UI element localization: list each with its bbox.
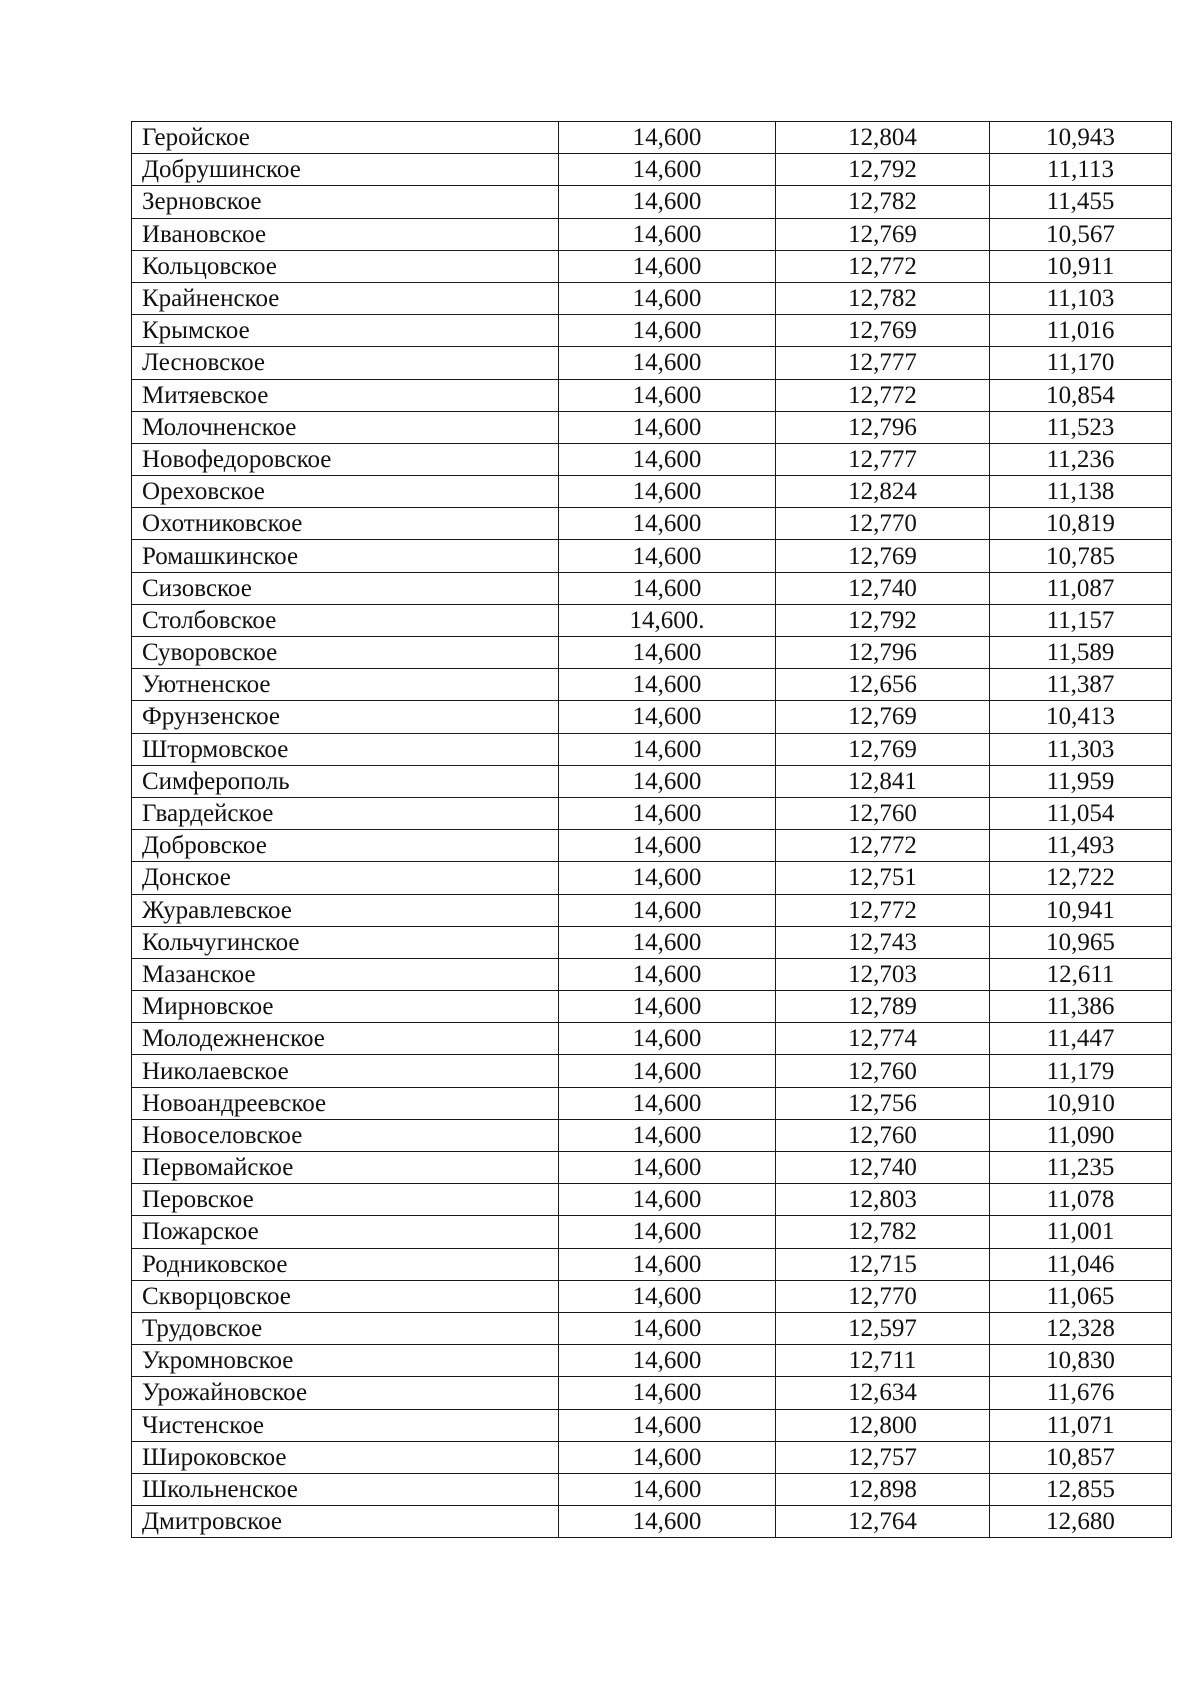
value-col-3-cell: 11,179: [990, 1055, 1172, 1087]
value-col-3-cell: 11,046: [990, 1248, 1172, 1280]
value-col-1-cell: 14,600: [559, 282, 776, 314]
value-col-2-cell: 12,760: [776, 1119, 990, 1151]
value-col-2-cell: 12,792: [776, 604, 990, 636]
value-col-1-cell: 14,600: [559, 862, 776, 894]
value-col-1-cell: 14,600: [559, 1023, 776, 1055]
settlement-name-cell: Митяевское: [132, 379, 559, 411]
value-col-1-cell: 14,600: [559, 1087, 776, 1119]
value-col-2-cell: 12,740: [776, 572, 990, 604]
value-col-3-cell: 12,722: [990, 862, 1172, 894]
value-col-3-cell: 12,328: [990, 1312, 1172, 1344]
value-col-3-cell: 10,910: [990, 1087, 1172, 1119]
settlement-name-cell: Кольчугинское: [132, 926, 559, 958]
value-col-1-cell: 14,600.: [559, 604, 776, 636]
settlement-name-cell: Кольцовское: [132, 250, 559, 282]
value-col-3-cell: 11,386: [990, 991, 1172, 1023]
settlement-name-cell: Ромашкинское: [132, 540, 559, 572]
settlement-name-cell: Чистенское: [132, 1409, 559, 1441]
value-col-1-cell: 14,600: [559, 797, 776, 829]
value-col-3-cell: 11,387: [990, 669, 1172, 701]
value-col-1-cell: 14,600: [559, 154, 776, 186]
table-row: [132, 379, 1172, 411]
value-col-1-cell: 14,600: [559, 443, 776, 475]
value-col-3-cell: 11,087: [990, 572, 1172, 604]
value-col-3-cell: 10,854: [990, 379, 1172, 411]
value-col-1-cell: 14,600: [559, 1345, 776, 1377]
settlement-name-cell: Молодежненское: [132, 1023, 559, 1055]
value-col-3-cell: 11,078: [990, 1184, 1172, 1216]
table-row: [132, 1377, 1172, 1409]
value-col-1-cell: 14,600: [559, 926, 776, 958]
value-col-2-cell: 12,782: [776, 282, 990, 314]
value-col-1-cell: 14,600: [559, 1119, 776, 1151]
value-col-3-cell: 11,493: [990, 830, 1172, 862]
settlement-name-cell: Пожарское: [132, 1216, 559, 1248]
settlement-name-cell: Широковское: [132, 1441, 559, 1473]
table-row: [132, 604, 1172, 636]
value-col-1-cell: 14,600: [559, 1377, 776, 1409]
value-col-2-cell: 12,760: [776, 797, 990, 829]
table-row: [132, 186, 1172, 218]
settlement-name-cell: Первомайское: [132, 1152, 559, 1184]
value-col-2-cell: 12,656: [776, 669, 990, 701]
settlement-name-cell: Лесновское: [132, 347, 559, 379]
settlement-name-cell: Суворовское: [132, 637, 559, 669]
value-col-2-cell: 12,769: [776, 540, 990, 572]
value-col-1-cell: 14,600: [559, 218, 776, 250]
value-col-3-cell: 10,857: [990, 1441, 1172, 1473]
table-row: [132, 122, 1172, 154]
table-row: [132, 1216, 1172, 1248]
value-col-3-cell: 10,911: [990, 250, 1172, 282]
value-col-3-cell: 11,235: [990, 1152, 1172, 1184]
settlement-name-cell: Новоандреевское: [132, 1087, 559, 1119]
value-col-2-cell: 12,777: [776, 443, 990, 475]
value-col-2-cell: 12,769: [776, 733, 990, 765]
settlement-name-cell: Крымское: [132, 315, 559, 347]
value-col-2-cell: 12,751: [776, 862, 990, 894]
settlement-name-cell: Мазанское: [132, 958, 559, 990]
value-col-2-cell: 12,764: [776, 1506, 990, 1538]
table-row: [132, 701, 1172, 733]
table-row: [132, 669, 1172, 701]
value-col-2-cell: 12,769: [776, 218, 990, 250]
table-row: [132, 1345, 1172, 1377]
table-row: [132, 1506, 1172, 1538]
settlement-name-cell: Геройское: [132, 122, 559, 154]
value-col-3-cell: 10,819: [990, 508, 1172, 540]
settlement-name-cell: Симферополь: [132, 765, 559, 797]
value-col-3-cell: 11,071: [990, 1409, 1172, 1441]
value-col-2-cell: 12,774: [776, 1023, 990, 1055]
table-row: [132, 347, 1172, 379]
table-row: [132, 1312, 1172, 1344]
value-col-2-cell: 12,740: [776, 1152, 990, 1184]
settlement-name-cell: Новофедоровское: [132, 443, 559, 475]
value-col-1-cell: 14,600: [559, 1216, 776, 1248]
value-col-1-cell: 14,600: [559, 379, 776, 411]
value-col-2-cell: 12,769: [776, 701, 990, 733]
table-row: [132, 282, 1172, 314]
settlement-name-cell: Журавлевское: [132, 894, 559, 926]
value-col-3-cell: 11,523: [990, 411, 1172, 443]
value-col-3-cell: 11,455: [990, 186, 1172, 218]
table-row: [132, 1055, 1172, 1087]
value-col-3-cell: 11,447: [990, 1023, 1172, 1055]
settlement-name-cell: Новоселовское: [132, 1119, 559, 1151]
settlement-name-cell: Гвардейское: [132, 797, 559, 829]
settlement-name-cell: Мирновское: [132, 991, 559, 1023]
value-col-3-cell: 11,001: [990, 1216, 1172, 1248]
value-col-1-cell: 14,600: [559, 701, 776, 733]
value-col-2-cell: 12,782: [776, 1216, 990, 1248]
value-col-3-cell: 11,303: [990, 733, 1172, 765]
value-col-1-cell: 14,600: [559, 572, 776, 604]
settlement-name-cell: Молочненское: [132, 411, 559, 443]
value-col-3-cell: 10,941: [990, 894, 1172, 926]
table-row: [132, 765, 1172, 797]
value-col-1-cell: 14,600: [559, 476, 776, 508]
settlement-name-cell: Родниковское: [132, 1248, 559, 1280]
value-col-1-cell: 14,600: [559, 1152, 776, 1184]
value-col-1-cell: 14,600: [559, 1441, 776, 1473]
value-col-3-cell: 10,943: [990, 122, 1172, 154]
table-row: [132, 572, 1172, 604]
table-row: [132, 797, 1172, 829]
value-col-2-cell: 12,634: [776, 1377, 990, 1409]
table-row: [132, 250, 1172, 282]
settlement-name-cell: Уютненское: [132, 669, 559, 701]
settlement-name-cell: Скворцовское: [132, 1280, 559, 1312]
value-col-2-cell: 12,760: [776, 1055, 990, 1087]
value-col-1-cell: 14,600: [559, 186, 776, 218]
value-col-1-cell: 14,600: [559, 1409, 776, 1441]
table-row: [132, 1087, 1172, 1119]
value-col-1-cell: 14,600: [559, 830, 776, 862]
value-col-2-cell: 12,772: [776, 250, 990, 282]
settlement-name-cell: Школьненское: [132, 1473, 559, 1505]
table-row: [132, 1023, 1172, 1055]
value-col-2-cell: 12,796: [776, 411, 990, 443]
table-row: [132, 958, 1172, 990]
value-col-3-cell: 10,830: [990, 1345, 1172, 1377]
value-col-3-cell: 10,785: [990, 540, 1172, 572]
value-col-2-cell: 12,792: [776, 154, 990, 186]
value-col-3-cell: 11,103: [990, 282, 1172, 314]
settlement-name-cell: Охотниковское: [132, 508, 559, 540]
value-col-2-cell: 12,772: [776, 830, 990, 862]
table-row: [132, 154, 1172, 186]
value-col-1-cell: 14,600: [559, 1280, 776, 1312]
value-col-2-cell: 12,756: [776, 1087, 990, 1119]
value-col-1-cell: 14,600: [559, 508, 776, 540]
value-col-2-cell: 12,824: [776, 476, 990, 508]
value-col-2-cell: 12,757: [776, 1441, 990, 1473]
value-col-2-cell: 12,711: [776, 1345, 990, 1377]
value-col-2-cell: 12,803: [776, 1184, 990, 1216]
value-col-1-cell: 14,600: [559, 1248, 776, 1280]
settlement-name-cell: Урожайновское: [132, 1377, 559, 1409]
value-col-2-cell: 12,715: [776, 1248, 990, 1280]
settlement-name-cell: Перовское: [132, 1184, 559, 1216]
settlement-name-cell: Сизовское: [132, 572, 559, 604]
value-col-1-cell: 14,600: [559, 122, 776, 154]
settlement-name-cell: Николаевское: [132, 1055, 559, 1087]
value-col-3-cell: 11,016: [990, 315, 1172, 347]
value-col-1-cell: 14,600: [559, 991, 776, 1023]
value-col-2-cell: 12,703: [776, 958, 990, 990]
value-col-1-cell: 14,600: [559, 1184, 776, 1216]
settlement-name-cell: Ивановское: [132, 218, 559, 250]
value-col-3-cell: 11,138: [990, 476, 1172, 508]
value-col-3-cell: 11,113: [990, 154, 1172, 186]
value-col-1-cell: 14,600: [559, 250, 776, 282]
settlement-name-cell: Фрунзенское: [132, 701, 559, 733]
value-col-1-cell: 14,600: [559, 411, 776, 443]
settlement-name-cell: Добровское: [132, 830, 559, 862]
value-col-3-cell: 10,965: [990, 926, 1172, 958]
value-col-2-cell: 12,769: [776, 315, 990, 347]
value-col-1-cell: 14,600: [559, 669, 776, 701]
value-col-1-cell: 14,600: [559, 733, 776, 765]
table-row: [132, 733, 1172, 765]
table-row: [132, 1184, 1172, 1216]
settlement-name-cell: Ореховское: [132, 476, 559, 508]
table-row: [132, 637, 1172, 669]
value-col-2-cell: 12,800: [776, 1409, 990, 1441]
table-row: [132, 830, 1172, 862]
table-row: [132, 443, 1172, 475]
table-row: [132, 1119, 1172, 1151]
value-col-1-cell: 14,600: [559, 894, 776, 926]
value-col-3-cell: 11,157: [990, 604, 1172, 636]
value-col-3-cell: 11,959: [990, 765, 1172, 797]
settlement-name-cell: Укромновское: [132, 1345, 559, 1377]
table-row: [132, 1473, 1172, 1505]
value-col-3-cell: 11,065: [990, 1280, 1172, 1312]
value-col-2-cell: 12,777: [776, 347, 990, 379]
table-row: [132, 1280, 1172, 1312]
value-col-3-cell: 12,855: [990, 1473, 1172, 1505]
table-row: [132, 991, 1172, 1023]
value-col-2-cell: 12,770: [776, 1280, 990, 1312]
settlement-name-cell: Дмитровское: [132, 1506, 559, 1538]
value-col-2-cell: 12,743: [776, 926, 990, 958]
value-col-2-cell: 12,841: [776, 765, 990, 797]
value-col-3-cell: 11,589: [990, 637, 1172, 669]
table-row: [132, 1248, 1172, 1280]
value-col-3-cell: 10,567: [990, 218, 1172, 250]
table-row: [132, 540, 1172, 572]
table-row: [132, 218, 1172, 250]
value-col-3-cell: 10,413: [990, 701, 1172, 733]
value-col-1-cell: 14,600: [559, 540, 776, 572]
settlement-name-cell: Трудовское: [132, 1312, 559, 1344]
settlement-name-cell: Столбовское: [132, 604, 559, 636]
settlement-name-cell: Крайненское: [132, 282, 559, 314]
value-col-1-cell: 14,600: [559, 347, 776, 379]
value-col-1-cell: 14,600: [559, 315, 776, 347]
value-col-1-cell: 14,600: [559, 637, 776, 669]
settlement-name-cell: Донское: [132, 862, 559, 894]
value-col-3-cell: 11,054: [990, 797, 1172, 829]
value-col-2-cell: 12,597: [776, 1312, 990, 1344]
data-table: [131, 121, 1172, 1538]
table-row: [132, 476, 1172, 508]
table-row: [132, 508, 1172, 540]
table-body: [132, 122, 1172, 1538]
value-col-2-cell: 12,898: [776, 1473, 990, 1505]
value-col-3-cell: 12,680: [990, 1506, 1172, 1538]
value-col-2-cell: 12,804: [776, 122, 990, 154]
settlement-name-cell: Штормовское: [132, 733, 559, 765]
value-col-3-cell: 11,676: [990, 1377, 1172, 1409]
value-col-3-cell: 11,090: [990, 1119, 1172, 1151]
table-row: [132, 411, 1172, 443]
value-col-2-cell: 12,772: [776, 894, 990, 926]
value-col-2-cell: 12,796: [776, 637, 990, 669]
value-col-1-cell: 14,600: [559, 1473, 776, 1505]
table-row: [132, 1441, 1172, 1473]
value-col-3-cell: 11,170: [990, 347, 1172, 379]
value-col-2-cell: 12,782: [776, 186, 990, 218]
value-col-1-cell: 14,600: [559, 1506, 776, 1538]
settlement-name-cell: Зерновское: [132, 186, 559, 218]
table-row: [132, 1409, 1172, 1441]
value-col-1-cell: 14,600: [559, 765, 776, 797]
settlement-name-cell: Добрушинское: [132, 154, 559, 186]
value-col-3-cell: 12,611: [990, 958, 1172, 990]
value-col-2-cell: 12,772: [776, 379, 990, 411]
value-col-1-cell: 14,600: [559, 1312, 776, 1344]
value-col-2-cell: 12,789: [776, 991, 990, 1023]
table-row: [132, 926, 1172, 958]
value-col-3-cell: 11,236: [990, 443, 1172, 475]
table-row: [132, 315, 1172, 347]
value-col-2-cell: 12,770: [776, 508, 990, 540]
value-col-1-cell: 14,600: [559, 958, 776, 990]
table-row: [132, 1152, 1172, 1184]
table-row: [132, 862, 1172, 894]
table-row: [132, 894, 1172, 926]
value-col-1-cell: 14,600: [559, 1055, 776, 1087]
